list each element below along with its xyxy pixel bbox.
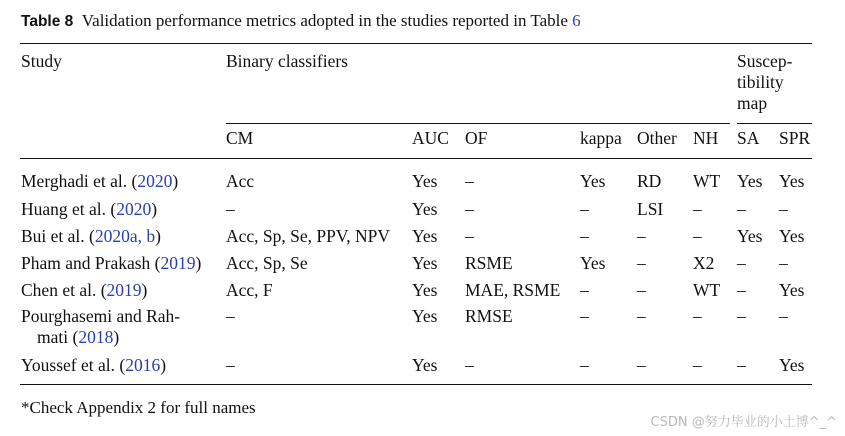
spr-cell: Yes [779,171,805,191]
susceptibility-map-rule [737,123,812,124]
table-label: Table 8 [21,13,74,30]
spr-cell: – [779,306,788,326]
study-close-paren: ) [141,280,148,300]
nh-cell: – [693,306,702,326]
study-close-paren: ) [151,199,158,219]
other-cell: – [637,355,646,375]
header-study: Study [21,51,62,71]
spr-cell: Yes [779,280,805,300]
cm-cell: Acc [226,171,255,191]
of-cell: – [465,199,474,219]
sa-cell: – [737,280,746,300]
bottom-rule [20,384,812,385]
nh-cell: – [693,199,702,219]
header-kappa: kappa [580,128,622,148]
other-cell: – [637,226,646,246]
citation-year-link[interactable]: 2020 [137,171,173,191]
study-close-paren: ) [155,226,161,246]
header-rule [20,158,812,159]
study-name-line: Pourghasemi and Rah- [21,306,181,326]
other-cell: – [637,306,646,326]
header-spr: SPR [779,128,811,148]
study-close-paren: ) [113,327,120,347]
header-sa: SA [737,128,760,148]
caption-text: Validation performance metrics adopted in the studies reported in Table [81,11,573,30]
study-close-paren: ) [160,355,167,375]
table-caption [21,11,581,31]
cm-cell: – [226,355,235,375]
sa-cell: Yes [737,226,763,246]
of-cell: – [465,171,474,191]
cm-cell: Acc, Sp, Se, PPV, NPV [226,226,391,246]
study-cell [21,171,178,192]
study-name: Huang et al. ( [21,199,117,219]
spr-cell: Yes [779,226,805,246]
kappa-cell: – [580,226,589,246]
sa-cell: – [737,253,746,273]
nh-cell: – [693,226,702,246]
kappa-cell: Yes [580,171,606,191]
study-name: Chen et al. ( [21,280,107,300]
citation-year-link[interactable]: 2020 [116,199,152,219]
cm-cell: – [226,306,235,326]
of-cell: – [465,355,474,375]
study-cell [21,199,157,220]
kappa-cell: – [580,306,589,326]
study-close-paren: ) [172,171,179,191]
header-susceptibility-map-1: Suscep- [737,51,793,71]
of-cell: RMSE [465,306,513,326]
citation-year-link[interactable]: 2016 [125,355,161,375]
header-other: Other [637,128,677,148]
study-cell [21,306,180,348]
sa-cell: Yes [737,171,763,191]
other-cell: – [637,280,646,300]
study-cell [21,280,147,301]
sa-cell: – [737,306,746,326]
footnote: *Check Appendix 2 for full names [21,398,256,417]
other-cell: LSI [637,199,664,219]
spr-cell: – [779,199,788,219]
kappa-cell: – [580,280,589,300]
top-rule [20,43,812,44]
nh-cell: X2 [693,253,715,273]
study-cell [21,226,161,247]
citation-year-link[interactable]: 2020a, b [94,226,156,246]
study-name: Bui et al. ( [21,226,95,246]
nh-cell: WT [693,280,721,300]
citation-year-link[interactable]: 2019 [106,280,142,300]
kappa-cell: – [580,355,589,375]
citation-year-link[interactable]: 2018 [78,327,114,347]
auc-cell: Yes [412,306,438,326]
study-close-paren: ) [195,253,202,273]
of-cell: – [465,226,474,246]
other-cell: – [637,253,646,273]
table-ref-link[interactable]: 6 [572,11,581,30]
header-binary-classifiers: Binary classifiers [226,51,348,71]
header-nh: NH [693,128,719,148]
sa-cell: – [737,199,746,219]
watermark: CSDN @努力毕业的小土博^_^ [650,415,837,430]
citation-year-link[interactable]: 2019 [160,253,196,273]
nh-cell: – [693,355,702,375]
kappa-cell: Yes [580,253,606,273]
other-cell: RD [637,171,662,191]
header-susceptibility-map-2: tibility [737,72,784,92]
binary-classifiers-rule [226,123,730,124]
header-of: OF [465,128,488,148]
of-cell: RSME [465,253,513,273]
study-name: Pham and Prakash ( [21,253,161,273]
of-cell: MAE, RSME [465,280,561,300]
auc-cell: Yes [412,171,438,191]
nh-cell: WT [693,171,721,191]
auc-cell: Yes [412,253,438,273]
auc-cell: Yes [412,226,438,246]
auc-cell: Yes [412,280,438,300]
header-cm: CM [226,128,254,148]
kappa-cell: – [580,199,589,219]
spr-cell: Yes [779,355,805,375]
cm-cell: Acc, F [226,280,273,300]
auc-cell: Yes [412,355,438,375]
header-auc: AUC [412,128,449,148]
auc-cell: Yes [412,199,438,219]
header-susceptibility-map-3: map [737,93,768,113]
sa-cell: – [737,355,746,375]
spr-cell: – [779,253,788,273]
cm-cell: – [226,199,235,219]
study-cell [21,253,201,274]
study-name: mati ( [37,327,79,347]
study-cell [21,355,166,376]
study-name: Youssef et al. ( [21,355,126,375]
cm-cell: Acc, Sp, Se [226,253,308,273]
study-name: Merghadi et al. ( [21,171,138,191]
